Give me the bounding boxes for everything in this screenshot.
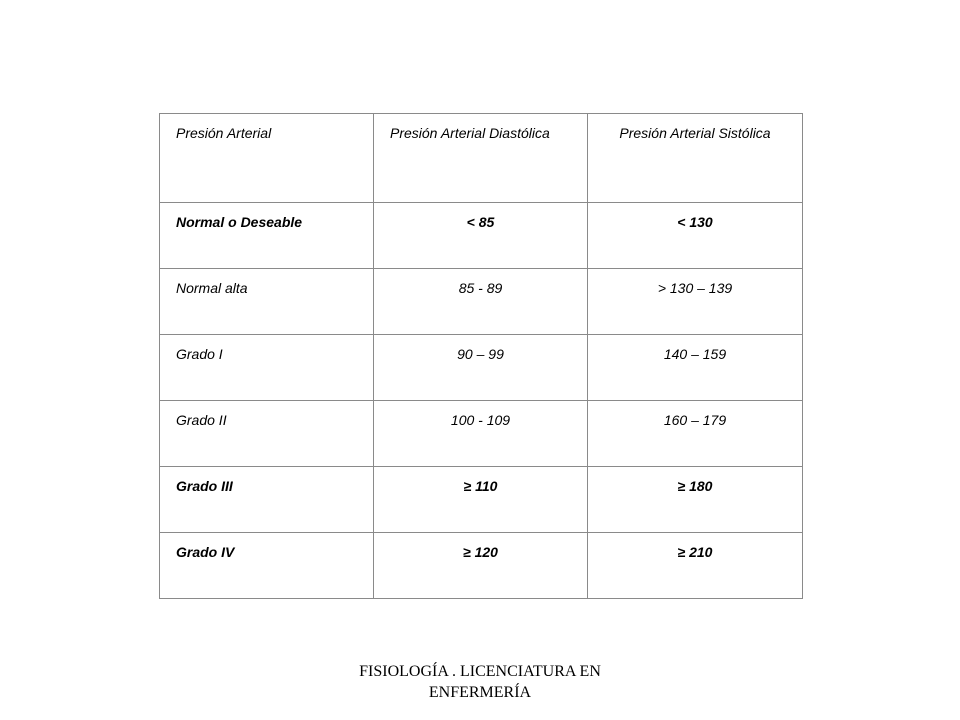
table-header-row	[160, 114, 803, 203]
footer-line-2: ENFERMERÍA	[428, 684, 532, 701]
table-row	[160, 533, 803, 599]
row-systolic: > 130 – 139	[588, 269, 803, 335]
row-diastolic: 100 - 109	[374, 401, 588, 467]
row-category: Grado IV	[160, 533, 374, 599]
header-diastolic: Presión Arterial Diastólica	[374, 114, 588, 203]
row-diastolic: ≥ 120	[374, 533, 588, 599]
footer-line-1: FISIOLOGÍA . LICENCIATURA EN	[359, 663, 601, 680]
row-systolic: < 130	[588, 203, 803, 269]
blood-pressure-table	[159, 113, 803, 599]
table-row	[160, 401, 803, 467]
row-category: Grado III	[160, 467, 374, 533]
header-systolic: Presión Arterial Sistólica	[588, 114, 803, 203]
header-category: Presión Arterial	[160, 114, 374, 203]
table-row	[160, 203, 803, 269]
table-row	[160, 269, 803, 335]
row-category: Grado I	[160, 335, 374, 401]
footer-text	[0, 661, 960, 703]
row-category: Normal alta	[160, 269, 374, 335]
row-systolic: ≥ 210	[588, 533, 803, 599]
row-category: Normal o Deseable	[160, 203, 374, 269]
row-systolic: 160 – 179	[588, 401, 803, 467]
row-category: Grado II	[160, 401, 374, 467]
row-diastolic: < 85	[374, 203, 588, 269]
row-diastolic: 90 – 99	[374, 335, 588, 401]
row-systolic: ≥ 180	[588, 467, 803, 533]
row-systolic: 140 – 159	[588, 335, 803, 401]
row-diastolic: 85 - 89	[374, 269, 588, 335]
table-row	[160, 467, 803, 533]
table-row	[160, 335, 803, 401]
row-diastolic: ≥ 110	[374, 467, 588, 533]
